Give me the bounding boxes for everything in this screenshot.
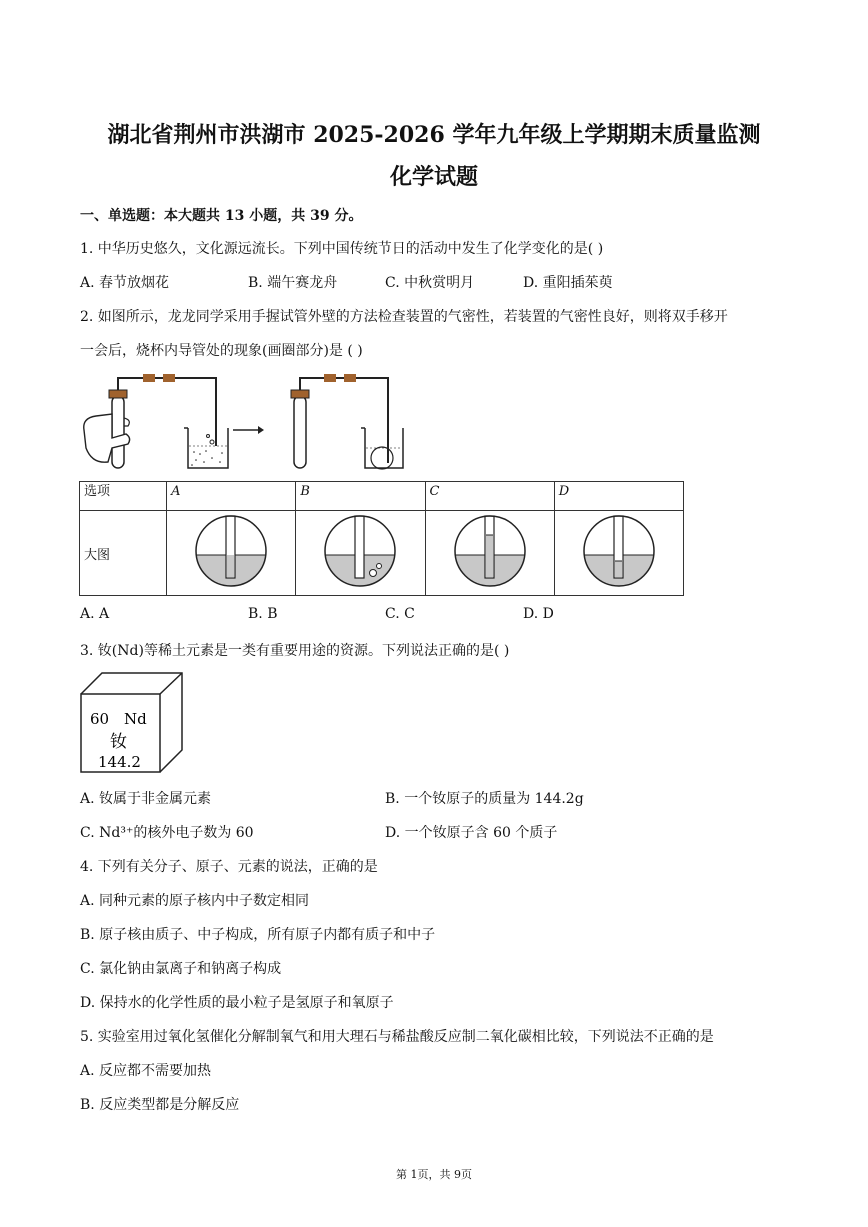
section-heading: 一、单选题：本大题共 13 小题，共 39 分。 <box>80 208 363 224</box>
q5-stem: 5. 实验室用过氧化氢催化分解制氧气和用大理石与稀盐酸反应制二氧化碳相比较，下列说法不正确的是 <box>80 1029 714 1045</box>
q2-options-table <box>79 481 684 596</box>
q3-option-d: D. 一个钕原子含 60 个质子 <box>385 825 558 841</box>
option-c-diagram <box>425 511 554 596</box>
page-footer: 第 1页，共 9页 <box>396 1168 472 1181</box>
circle-diagram-d <box>581 513 657 589</box>
left-apparatus <box>84 374 228 468</box>
q1-option-a: A. 春节放烟花 <box>80 275 170 291</box>
element-card <box>80 672 184 774</box>
table-col-d: D <box>554 482 683 511</box>
q1-option-c: C. 中秋赏明月 <box>385 275 475 291</box>
table-row-label: 大图 <box>80 511 167 596</box>
element-mass: 144.2 <box>98 753 141 771</box>
q4-option-a: A. 同种元素的原子核内中子数定相同 <box>80 893 310 909</box>
q4-option-c: C. 氯化钠由氯离子和钠离子构成 <box>80 961 282 977</box>
q2-option-c: C. C <box>385 606 415 622</box>
table-col-b: B <box>296 482 425 511</box>
q1-stem: 1. 中华历史悠久，文化源远流长。下列中国传统节日的活动中发生了化学变化的是( ) <box>80 241 604 257</box>
option-a-diagram <box>167 511 296 596</box>
circle-diagram-c <box>452 513 528 589</box>
q3-stem: 3. 钕(Nd)等稀土元素是一类有重要用途的资源。下列说法正确的是( ) <box>80 643 510 659</box>
q3-option-b: B. 一个钕原子的质量为 144.2g <box>385 791 584 807</box>
q2-option-a: A. A <box>80 606 110 622</box>
right-apparatus <box>291 374 403 469</box>
title-line2: 化学试题 <box>389 164 478 190</box>
element-symbol: Nd <box>124 710 147 728</box>
element-name: 钕 <box>110 732 127 752</box>
q2-option-b: B. B <box>248 606 278 622</box>
option-d-diagram <box>554 511 683 596</box>
option-b-diagram <box>296 511 425 596</box>
q2-stem-line2: 一会后，烧杯内导管处的现象(画圈部分)是 ( ) <box>80 343 363 359</box>
circle-diagram-a <box>193 513 269 589</box>
table-col-c: C <box>425 482 554 511</box>
q1-option-d: D. 重阳插茱萸 <box>523 275 613 291</box>
title-line1: 湖北省荆州市洪湖市 2025-2026 学年九年级上学期期末质量监测 <box>107 122 761 148</box>
q1-option-b: B. 端午赛龙舟 <box>248 275 338 291</box>
q3-option-c: C. Nd³⁺的核外电子数为 60 <box>80 825 254 841</box>
circle-diagram-b <box>322 513 398 589</box>
q5-option-a: A. 反应都不需要加热 <box>80 1063 212 1079</box>
q2-option-d: D. D <box>523 606 554 622</box>
q4-stem: 4. 下列有关分子、原子、元素的说法，正确的是 <box>80 859 378 875</box>
q3-option-a: A. 钕属于非金属元素 <box>80 791 212 807</box>
element-number: 60 <box>90 710 110 728</box>
table-header-label: 选项 <box>80 482 167 511</box>
q2-stem-line1: 2. 如图所示，龙龙同学采用手握试管外壁的方法检查装置的气密性，若装置的气密性良好，则将双手移开 <box>80 309 728 325</box>
apparatus-figure <box>78 368 428 476</box>
q4-option-b: B. 原子核由质子、中子构成，所有原子内都有质子和中子 <box>80 927 436 943</box>
q5-option-b: B. 反应类型都是分解反应 <box>80 1097 240 1113</box>
table-col-a: A <box>167 482 296 511</box>
q4-option-d: D. 保持水的化学性质的最小粒子是氢原子和氧原子 <box>80 995 394 1011</box>
